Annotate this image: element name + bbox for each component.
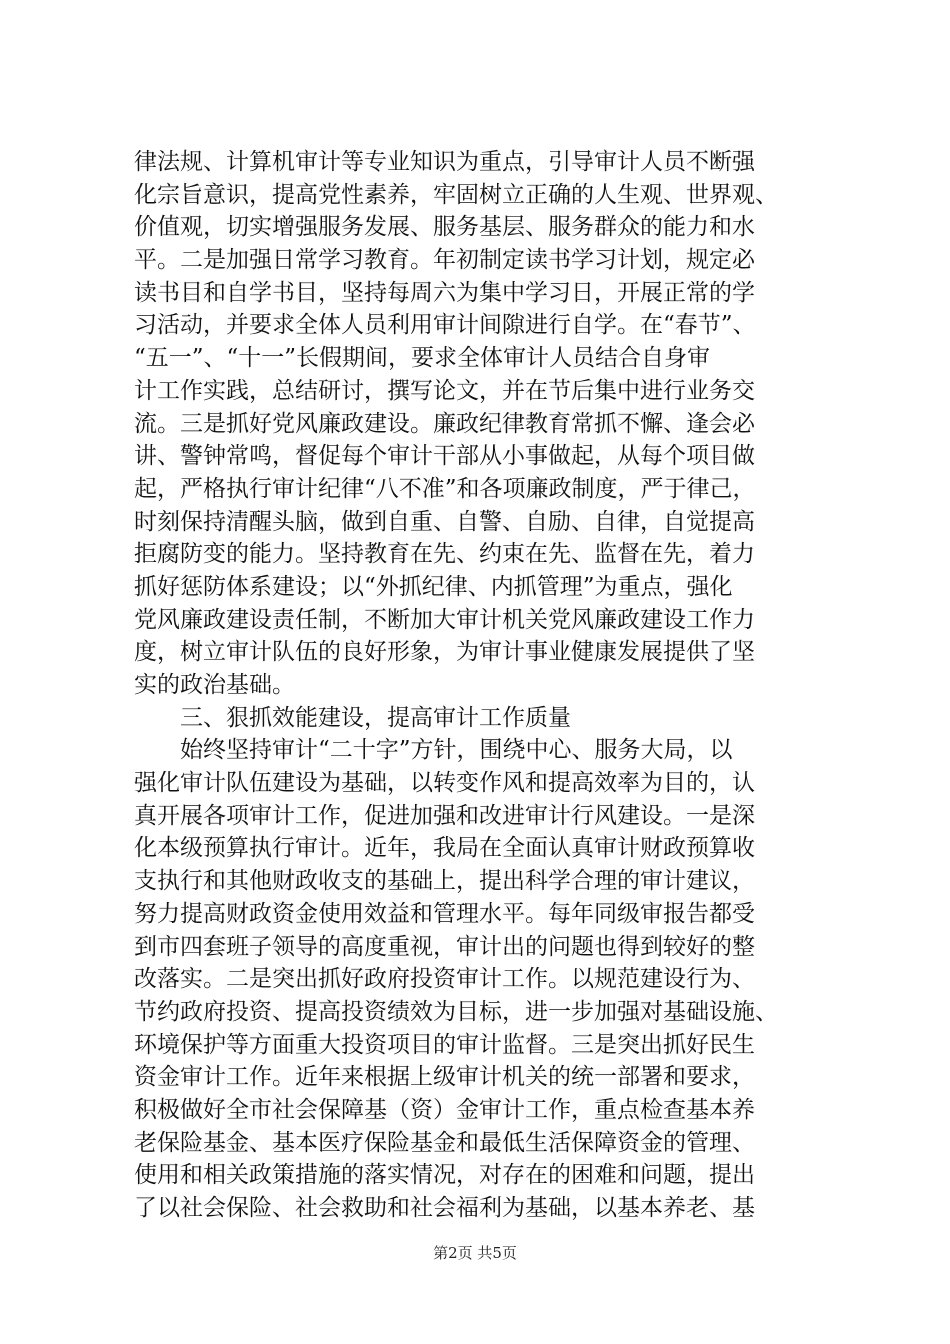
text-line: 资金审计工作。近年来根据上级审计机关的统一部署和要求， [134, 1064, 755, 1091]
text-line: “五一”、“十一”长假期间，要求全体审计人员结合自身审 [134, 345, 711, 372]
text-line: 拒腐防变的能力。坚持教育在先、约束在先、监督在先，着力 [134, 541, 755, 568]
text-line: 讲、警钟常鸣，督促每个审计干部从小事做起，从每个项目做 [134, 443, 755, 470]
text-line: 了以社会保险、社会救助和社会福利为基础，以基本养老、基 [134, 1195, 755, 1221]
text-line: 计工作实践，总结研讨，撰写论文，并在节后集中进行业务交 [134, 377, 755, 404]
text-line: 老保险基金、基本医疗保险基金和最低生活保障资金的管理、 [134, 1129, 755, 1156]
text-line: 支执行和其他财政收支的基础上，提出科学合理的审计建议， [134, 868, 755, 895]
text-line: 真开展各项审计工作，促进加强和改进审计行风建设。一是深 [134, 802, 755, 829]
text-line: 时刻保持清醒头脑，做到自重、自警、自励、自律，自觉提高 [134, 508, 755, 535]
text-line: 抓好惩防体系建设；以“外抓纪律、内抓管理”为重点，强化 [134, 573, 733, 600]
text-line: 始终坚持审计“二十字”方针，围绕中心、服务大局，以 [180, 737, 733, 764]
text-line: 改落实。二是突出抓好政府投资审计工作。以规范建设行为、 [134, 966, 755, 993]
text-line: 起，严格执行审计纪律“八不准”和各项廉政制度，严于律己， [134, 475, 756, 502]
page-number-footer: 第2页 共5页 [433, 1244, 517, 1262]
text-line: 度，树立审计队伍的良好形象，为审计事业健康发展提供了坚 [134, 639, 755, 666]
text-line: 实的政治基础。 [134, 672, 295, 698]
text-line: 化宗旨意识，提高党性素养，牢固树立正确的人生观、世界观、 [134, 181, 778, 208]
body-text [134, 146, 834, 1225]
text-line: 价值观，切实增强服务发展、服务基层、服务群众的能力和水 [134, 214, 755, 241]
text-line: 平。二是加强日常学习教育。年初制定读书学习计划，规定必 [134, 247, 755, 274]
text-line: 化本级预算执行审计。近年，我局在全面认真审计财政预算收 [134, 835, 755, 862]
section-heading: 三、狠抓效能建设，提高审计工作质量 [180, 704, 571, 731]
text-line: 强化审计队伍建设为基础，以转变作风和提高效率为目的，认 [134, 770, 755, 797]
text-line: 节约政府投资、提高投资绩效为目标，进一步加强对基础设施、 [134, 998, 778, 1025]
text-line: 积极做好全市社会保障基（资）金审计工作，重点检查基本养 [134, 1096, 755, 1123]
text-line: 使用和相关政策措施的落实情况，对存在的困难和问题，提出 [134, 1162, 755, 1189]
text-line: 到市四套班子领导的高度重视，审计出的问题也得到较好的整 [134, 933, 755, 960]
text-line: 努力提高财政资金使用效益和管理水平。每年同级审报告都受 [134, 900, 755, 927]
text-line: 习活动，并要求全体人员利用审计间隙进行自学。在“春节”、 [134, 312, 756, 339]
text-line: 读书目和自学书目，坚持每周六为集中学习日，开展正常的学 [134, 279, 755, 306]
text-line: 环境保护等方面重大投资项目的审计监督。三是突出抓好民生 [134, 1031, 755, 1058]
text-line: 律法规、计算机审计等专业知识为重点，引导审计人员不断强 [134, 149, 755, 175]
text-line: 流。三是抓好党风廉政建设。廉政纪律教育常抓不懈、逢会必 [134, 410, 755, 437]
text-line: 党风廉政建设责任制，不断加大审计机关党风廉政建设工作力 [134, 606, 755, 633]
